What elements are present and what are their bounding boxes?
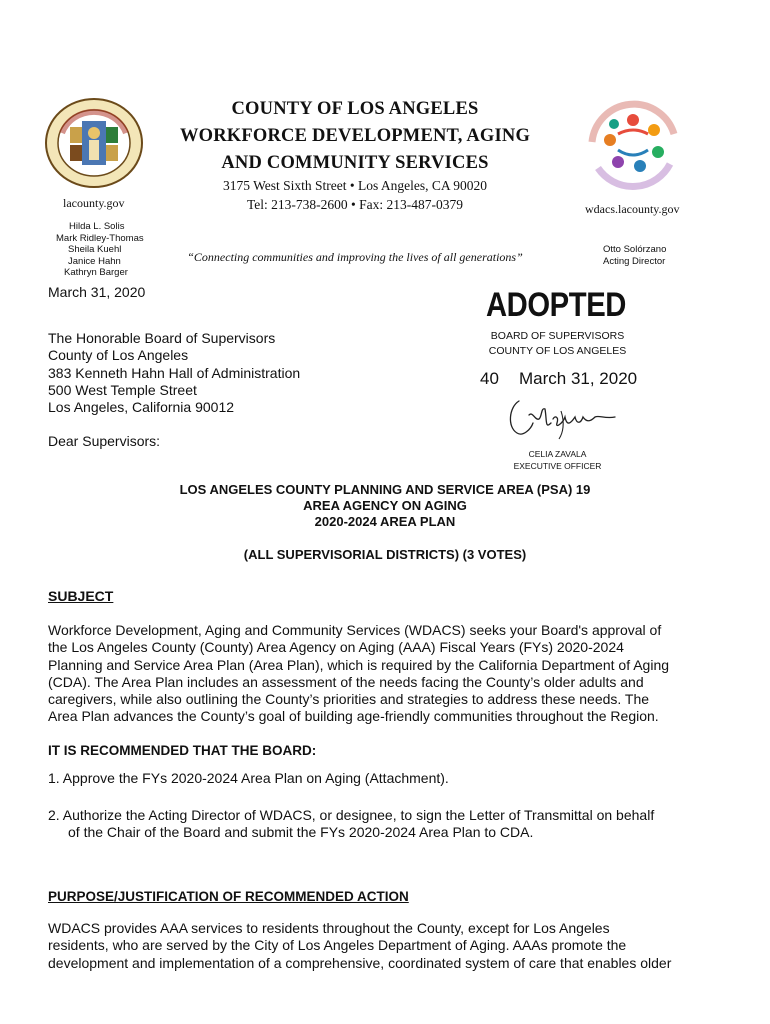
director-title: Acting Director: [603, 255, 666, 267]
title-line-3: 2020-2024 AREA PLAN: [314, 514, 456, 529]
stamp-line-2: COUNTY OF LOS ANGELES: [488, 345, 627, 357]
purpose-paragraph: [48, 920, 738, 972]
salutation: Dear Supervisors:: [48, 433, 161, 449]
addressee-block: [48, 330, 300, 416]
agency-address: 3175 West Sixth Street • Los Angeles, CA 90020: [222, 178, 487, 193]
signer-title: EXECUTIVE OFFICER: [513, 460, 602, 471]
tagline: “Connecting communities and improving the lives of all generations”: [187, 250, 523, 264]
letter-date: March 31, 2020: [48, 284, 146, 300]
paragraph-line: residents, who are served by the City of Los Angeles Department of Aging. AAAs promote the: [48, 937, 627, 954]
signer-name: CELIA ZAVALA: [528, 449, 587, 459]
stamp-date: March 31, 2020: [519, 369, 638, 388]
addressee-line: 500 West Temple Street: [48, 381, 197, 398]
stamp-line-1: BOARD OF SUPERVISORS: [490, 330, 625, 342]
subject-paragraph: [48, 622, 738, 726]
supervisor-name: Kathryn Barger: [64, 267, 128, 278]
paragraph-line: (CDA). The Area Plan includes an assessment of the needs facing the County’s older adults and: [48, 673, 644, 690]
paragraph-line: WDACS provides AAA services to residents throughout the County, except for Los Angeles: [48, 920, 610, 936]
agency-name-line-1: COUNTY OF LOS ANGELES: [231, 99, 479, 119]
recommend-item-2: [48, 807, 654, 842]
supervisor-name: Hilda L. Solis: [69, 221, 125, 232]
agency-name-line-3: AND COMMUNITY SERVICES: [221, 153, 489, 173]
supervisor-name: Janice Hahn: [68, 255, 121, 267]
wdacs-logo: [578, 90, 688, 194]
paragraph-line: Area Plan advances the County’s goal of building age-friendly communities throughout the Region.: [48, 708, 659, 725]
adopted-stamp: ADOPTED: [486, 286, 626, 324]
director-block: [603, 244, 666, 267]
county-seal-logo: [44, 97, 144, 189]
supervisors-list: [56, 221, 144, 279]
stamp-board-text: [470, 329, 645, 359]
signer-block: [470, 449, 645, 472]
agency-name-line-2: WORKFORCE DEVELOPMENT, AGING: [179, 126, 531, 146]
title-line-1: LOS ANGELES COUNTY PLANNING AND SERVICE AREA (PSA) 19: [179, 482, 591, 497]
purpose-heading: PURPOSE/JUSTIFICATION OF RECOMMENDED ACTION: [48, 889, 409, 904]
supervisor-name: Mark Ridley-Thomas: [56, 232, 144, 244]
districts-votes: (ALL SUPERVISORIAL DISTRICTS) (3 VOTES): [243, 547, 527, 562]
addressee-line: 383 Kenneth Hahn Hall of Administration: [48, 364, 301, 381]
addressee-line: The Honorable Board of Supervisors: [48, 330, 276, 346]
addressee-line: Los Angeles, California 90012: [48, 399, 235, 416]
supervisor-name: Sheila Kuehl: [68, 244, 122, 255]
paragraph-line: development and implementation of a comprehensive, coordinated system of care that enables older: [48, 954, 672, 971]
paragraph-line: caregivers, while also outlining the County’s priorities and strategies to address these needs. The: [48, 691, 650, 708]
recommend-item-1: 1. Approve the FYs 2020-2024 Area Plan on Aging (Attachment).: [48, 770, 449, 786]
title-line-2: AREA AGENCY ON AGING: [303, 498, 467, 513]
recommend-heading: IT IS RECOMMENDED THAT THE BOARD:: [48, 743, 317, 758]
stamp-item-number: 40: [480, 369, 499, 388]
paragraph-line: the Los Angeles County (County) Area Agency on Aging (AAA) Fiscal Years (FYs) 2020-2024: [48, 639, 624, 656]
recommend-item-2-line-1: 2. Authorize the Acting Director of WDACS, or designee, to sign the Letter of Transmittal on behalf: [48, 807, 655, 823]
paragraph-line: Planning and Service Area Plan (Area Plan), which is required by the California Department of Aging: [48, 656, 670, 673]
agency-phone: Tel: 213-738-2600 • Fax: 213-487-0379: [246, 197, 463, 212]
executive-officer-signature: [505, 393, 620, 448]
addressee-line: County of Los Angeles: [48, 347, 189, 364]
recommend-item-2-line-2: of the Chair of the Board and submit the FYs 2020-2024 Area Plan to CDA.: [68, 824, 534, 841]
subject-heading: SUBJECT: [48, 588, 114, 604]
wdacs-url[interactable]: wdacs.lacounty.gov: [585, 202, 680, 216]
paragraph-line: Workforce Development, Aging and Community Services (WDACS) seeks your Board's approval of: [48, 622, 662, 638]
lacounty-url[interactable]: lacounty.gov: [63, 196, 125, 210]
director-name: Otto Solórzano: [603, 244, 667, 255]
